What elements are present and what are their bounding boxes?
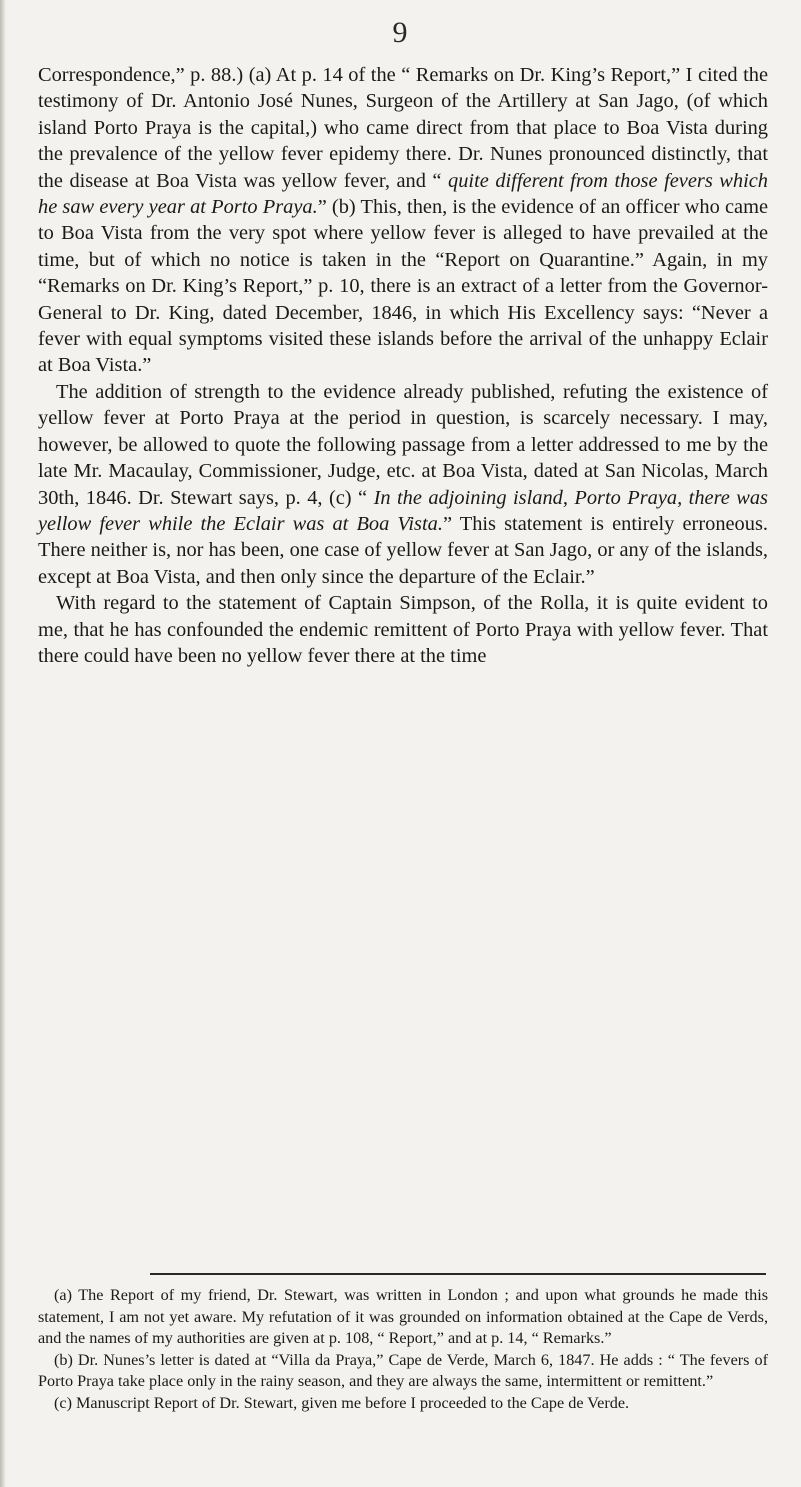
paragraph-2-text-b: ” This statement is entirely erroneous. There neither is, nor has been, one case of yellow fever at San Jago, or any of the islands, except at Boa Vista, and then only since the departure of the Eclair.” <box>38 512 768 588</box>
main-text <box>38 62 768 669</box>
paragraph-2-text-a: The addition of strength to the evidence already published, refuting the existence of yellow fever at Porto Praya at the period in question, is scarcely necessary. I may, however, be allowed to quote the following passage from a letter addressed to me by the late Mr. Macaulay, Commissioner, Judge, etc. at Boa Vista, dated at San Nicolas, March 30th, 1846. Dr. Stewart says, p. 4, (c) “ <box>38 380 768 509</box>
paragraph-1-text-b: ” (b) This, then, is the evidence of an officer who came to Boa Vista from the very spot where yellow fever is alleged to have prevailed at the time, but of which no notice is taken in the “Report on Quarantine.” Again, in my “Remarks on Dr. King’s Report,” p. 10, there is an extract of a letter from the Governor-General to Dr. King, dated December, 1846, in which His Excellency says: “Never a fever with equal symptoms visited these islands before the arrival of the unhappy Eclair at Boa Vista.” <box>38 196 768 377</box>
paragraph-1-quote: quite different from those fevers which he saw every year at Porto Praya. <box>38 169 768 219</box>
footnote-separator <box>150 1273 766 1275</box>
page-binding-edge <box>0 0 6 1487</box>
footnote-a: (a) The Report of my friend, Dr. Stewart, was written in London ; and upon what grounds he made this statement, I am not yet aware. My refutation of it was grounded on information obtained at the Cape de Verds, and the names of my authorities are given at p. 108, “ Report,” and at p. 14, “ Remarks.” <box>38 1286 768 1347</box>
page-number: 9 <box>392 16 409 49</box>
footnote-b: (b) Dr. Nunes’s letter is dated at “Villa da Praya,” Cape de Verde, March 6, 1847. He adds : “ The fevers of Porto Praya take place only in the rainy season, and they are always the same, intermittent or remittent.” <box>38 1350 768 1390</box>
paragraph-1 <box>38 62 768 379</box>
paragraph-1-text-a: Correspondence,” p. 88.) (a) At p. 14 of the “ Remarks on Dr. King’s Report,” I cited the testimony of Dr. Antonio José Nunes, Surgeon of the Artillery at San Jago, (of which island Porto Praya is the capital,) who came direct from that place to Boa Vista during the prevalence of the yellow fever epidemy there. Dr. Nunes pronounced distinctly, that the disease at Boa Vista was yellow fever, and “ <box>38 64 768 192</box>
paragraph-3: With regard to the statement of Captain Simpson, of the Rolla, it is quite evident to me, that he has confounded the endemic remittent of Porto Praya with yellow fever. That there could have been no yellow fever there at the time <box>38 592 768 667</box>
paragraph-2-quote: In the adjoining island, Porto Praya, there was yellow fever while the Eclair was at Boa Vista. <box>38 486 768 535</box>
paragraph-2 <box>38 379 768 590</box>
footnote-c: (c) Manuscript Report of Dr. Stewart, given me before I proceeded to the Cape de Verde. <box>54 1393 630 1412</box>
footnotes <box>38 1285 768 1414</box>
